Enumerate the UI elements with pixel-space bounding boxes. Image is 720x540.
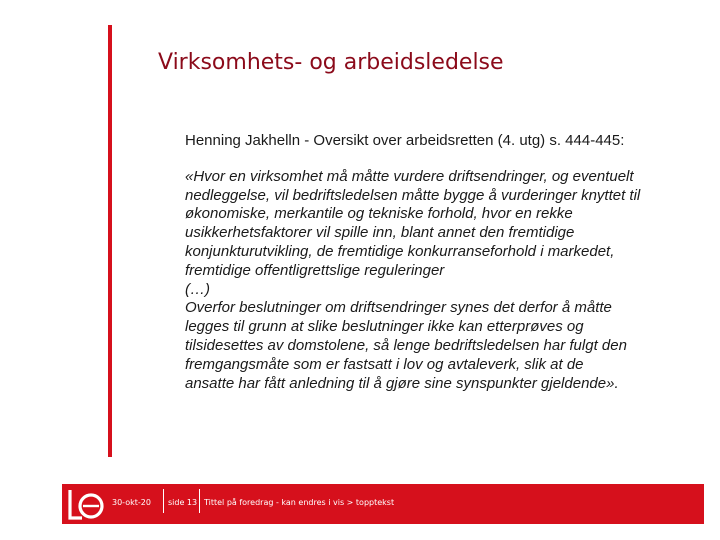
quote-line: fremtidige offentligrettslige reguleringer [185,261,445,279]
vertical-accent-line [108,25,112,457]
footer-divider [163,489,164,513]
footer-date: 30-okt-20 [112,498,151,507]
footer-page-number: side 13 [168,498,198,507]
quote-line: ansatte har fått anledning til å gjøre sine synspunkter gjeldende». [185,374,619,392]
source-heading: Henning Jakhelln - Oversikt over arbeidsretten (4. utg) s. 444-445: [185,132,625,149]
quote-line: legges til grunn at slike beslutninger ikke kan etterprøves og [185,318,584,336]
quote-line: usikkerhetsfaktorer vil spille inn, blant annet den fremtidige [185,224,575,242]
footer-divider [199,489,200,513]
quote-line: tilsidesettes av domstolene, så lenge bedriftsledelsen har fulgt den [185,336,627,354]
quote-line: konjunkturutvikling, de fremtidige konkurranseforhold i markedet, [185,242,615,260]
quote-line: Overfor beslutninger om driftsendringer synes det derfor å måtte [185,299,612,317]
lo-logo-icon [62,484,108,524]
quote-line: nedleggelse, vil bedriftsledelsen måtte bygge å vurderinger knyttet til [185,186,641,204]
content-block [185,132,665,393]
quote-line: fremgangsmåte som er fastsatt i lov og avtaleverk, slik at de [185,355,584,373]
quote-line: økonomiske, merkantile og tekniske forhold, hvor en rekke [185,205,573,223]
footer-caption: Tittel på foredrag - kan endres i vis > topptekst [204,498,395,507]
quote-line: (…) [185,280,210,298]
slide-title: Virksomhets- og arbeidsledelse [158,50,504,75]
quote-line: «Hvor en virksomhet må måtte vurdere driftsendringer, og eventuelt [185,167,634,185]
quote-block [185,168,665,394]
